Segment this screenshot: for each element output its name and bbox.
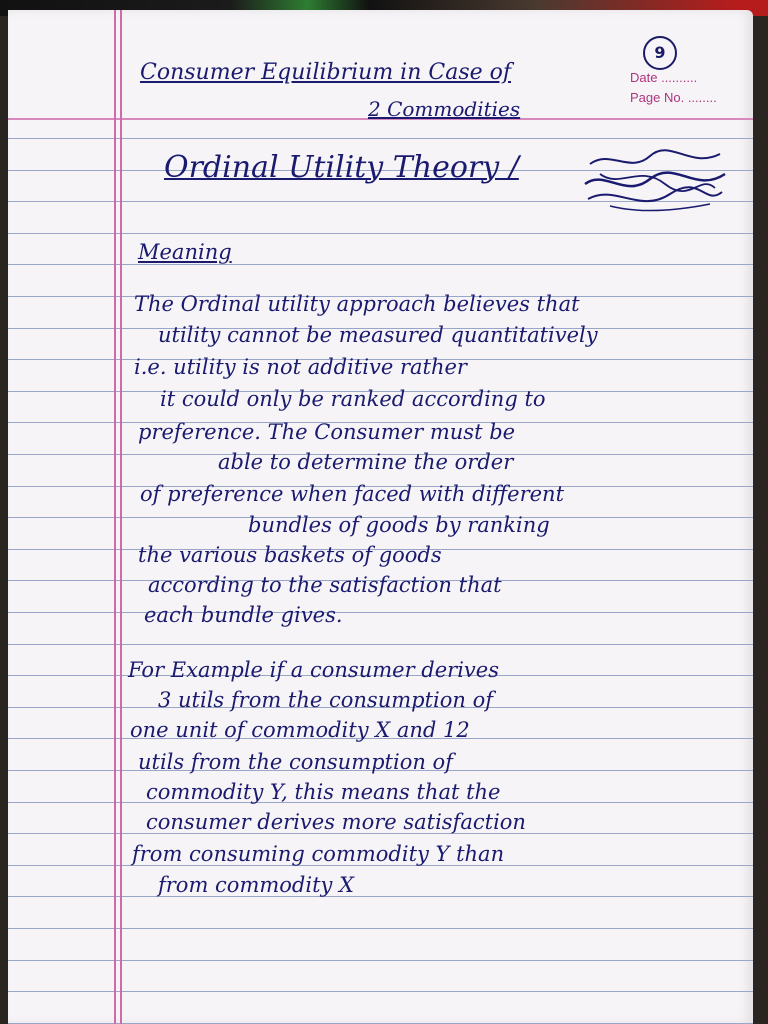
text-line: it could only be ranked according to (160, 387, 546, 411)
margin-line-2 (120, 10, 122, 1024)
text-line: utils from the consumption of (138, 750, 453, 774)
text-line: utility cannot be measured quantitatively (158, 323, 598, 347)
text-line: of preference when faced with different (140, 482, 565, 506)
text-line: the various baskets of goods (138, 543, 442, 567)
text-line: commodity Y, this means that the (146, 780, 501, 804)
text-line: For Example if a consumer derives (128, 658, 499, 682)
section-heading-meaning: Meaning (138, 240, 232, 264)
text-line: from consuming commodity Y than (132, 842, 505, 866)
page-number-badge: 9 (643, 36, 677, 70)
title-line-1: Consumer Equilibrium in Case of (140, 60, 512, 85)
scribble-icon (580, 144, 730, 220)
text-line: from commodity X (158, 873, 355, 897)
text-line: according to the satisfaction that (148, 573, 502, 597)
text-line: each bundle gives. (144, 603, 343, 627)
text-line: bundles of goods by ranking (248, 513, 550, 537)
text-line: preference. The Consumer must be (138, 420, 516, 444)
text-line: able to determine the order (218, 450, 514, 474)
margin-line-1 (114, 10, 116, 1024)
text-line: 3 utils from the consumption of (158, 688, 493, 712)
text-line: one unit of commodity X and 12 (130, 718, 470, 742)
date-label: Date .......... (630, 70, 698, 85)
text-line: i.e. utility is not additive rather (134, 355, 467, 379)
page-no-label: Page No. ........ (630, 90, 717, 105)
main-heading: Ordinal Utility Theory / (164, 150, 519, 185)
text-line: The Ordinal utility approach believes that (134, 292, 580, 316)
text-line: consumer derives more satisfaction (146, 810, 526, 834)
title-line-2: 2 Commodities (368, 97, 521, 121)
notebook-page (8, 10, 753, 1024)
